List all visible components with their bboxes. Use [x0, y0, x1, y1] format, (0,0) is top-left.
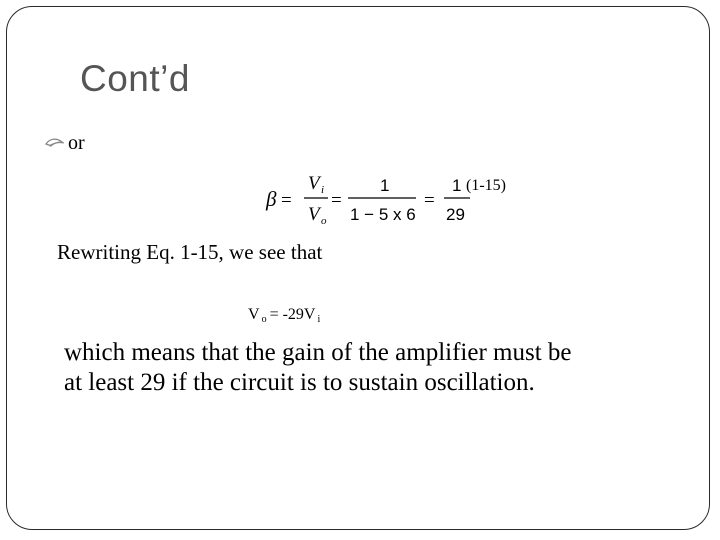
bullet-item — [44, 132, 85, 155]
leaf-bullet-icon — [44, 137, 66, 151]
eq-beta: β — [266, 187, 277, 211]
conclusion-text — [64, 338, 704, 398]
bullet-text: or — [68, 132, 85, 154]
equation-number: (1-15) — [466, 177, 506, 194]
eq-equals-2: = — [331, 190, 342, 211]
vo-equation — [248, 306, 320, 325]
slide-title: Cont’d — [80, 58, 190, 99]
conclusion-line-1: which means that the gain of the amplifier must be — [64, 339, 572, 366]
eq-den-1-sub: o — [321, 215, 327, 227]
vo-lhs: V — [248, 306, 260, 323]
eq-den-2: 1 − 5 x 6 — [350, 205, 416, 224]
vo-lhs-sub: o — [261, 314, 267, 325]
eq-num-3: 1 — [452, 176, 462, 195]
vo-rhs-sub: i — [317, 314, 321, 325]
eq-num-1: V — [308, 173, 320, 194]
eq-num-1-sub: i — [321, 184, 325, 196]
rewrite-text: Rewriting Eq. 1-15, we see that — [57, 240, 323, 264]
eq-den-1: V — [308, 204, 320, 225]
eq-equals-3: = — [424, 190, 435, 211]
vo-rhs: = -29V — [269, 306, 316, 323]
beta-equation — [264, 170, 474, 228]
eq-den-3: 29 — [446, 205, 465, 224]
eq-equals-1: = — [281, 190, 292, 211]
conclusion-line-2: at least 29 if the circuit is to sustain oscillation. — [64, 369, 535, 396]
eq-num-2: 1 — [380, 176, 390, 195]
